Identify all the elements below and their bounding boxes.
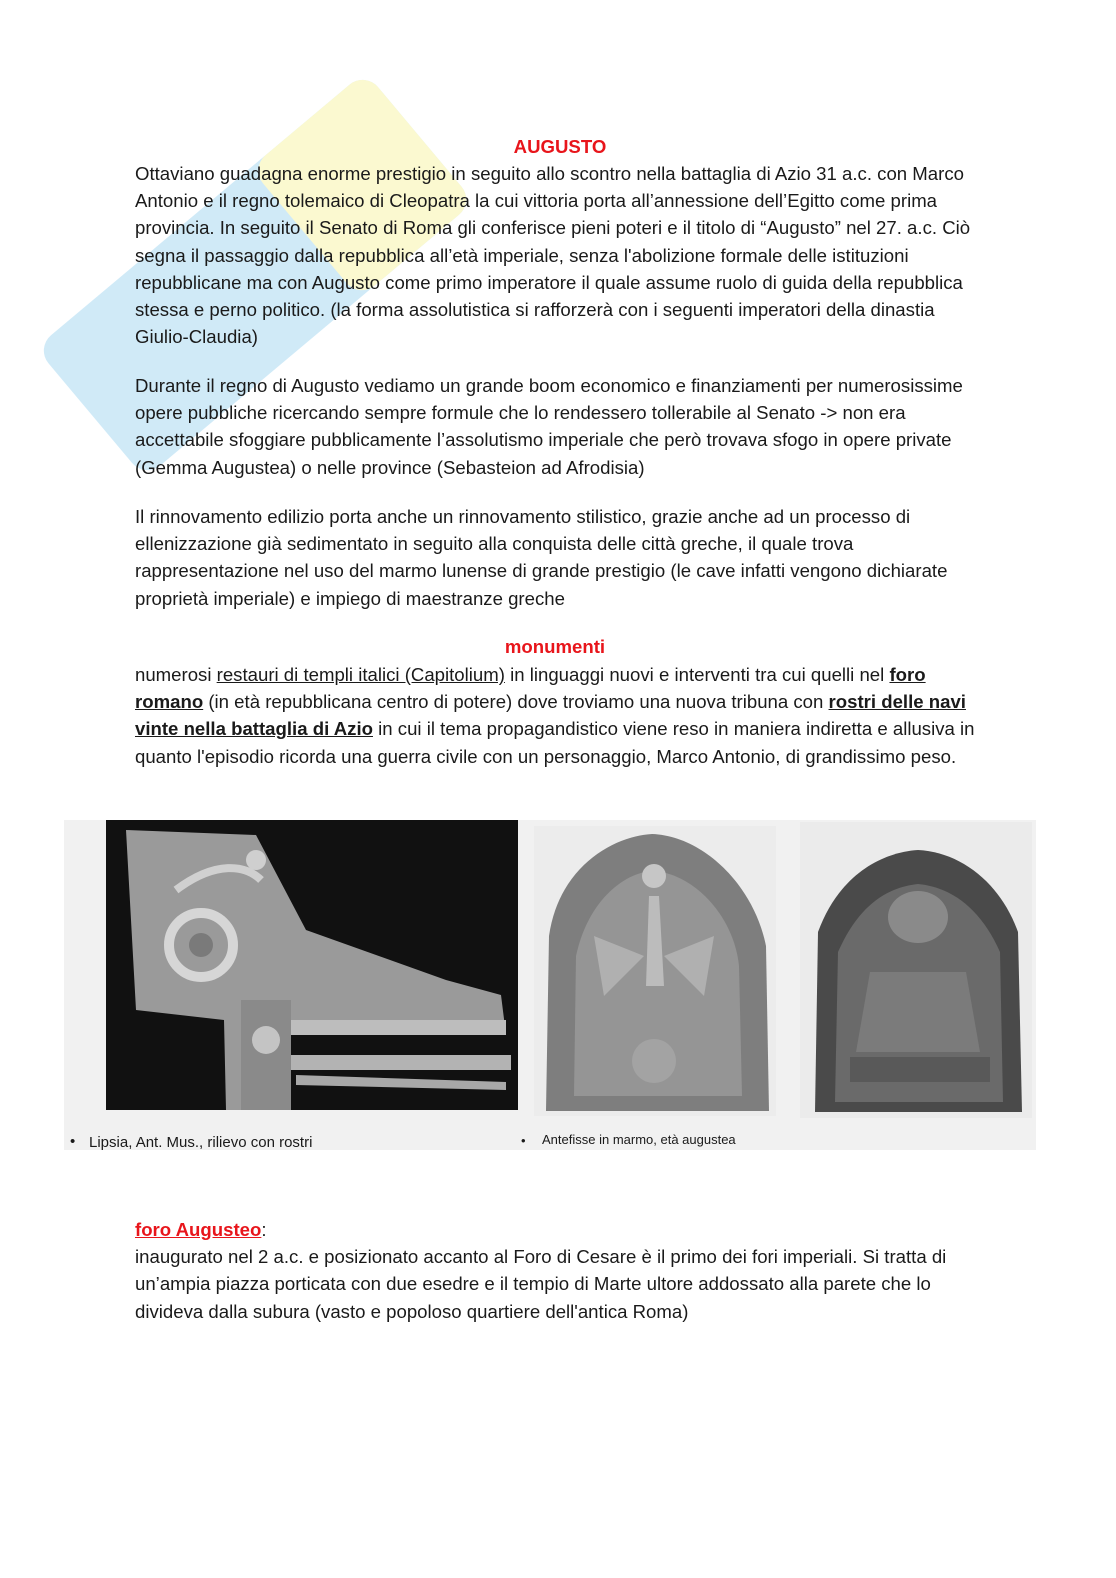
monumenti-text-3: (in età repubblicana centro di potere) dove troviamo una nuova tribuna con <box>203 691 829 713</box>
foro-augusteo-paragraph: inaugurato nel 2 a.c. e posizionato accanto al Foro di Cesare è il primo dei fori imperiali. Si tratta di un’ampia piazza porticata con due esedre e il tempio di Marte ultore addossato alla parete che lo divideva dalla subura (vasto e popoloso quartiere dell'antica Roma) <box>135 1246 947 1322</box>
foro-augusteo-title-line <box>135 1216 985 1243</box>
augusto-heading: AUGUSTO <box>513 136 607 157</box>
figures-block <box>64 820 1036 1160</box>
restauri-link[interactable]: restauri di templi italici (Capitolium) <box>216 664 505 685</box>
monumenti-text-4: in cui il tema propagandistico viene reso in maniera indiretta e allusiva in quanto l'episodio ricorda una guerra civile con un personaggio, Marco Antonio, di grandissimo peso. <box>135 718 975 767</box>
foro-augusteo-section <box>135 1216 985 1325</box>
rostri-link[interactable]: rostri delle navi vinte nella battaglia di Azio <box>135 691 966 740</box>
monumenti-text-2: in linguaggi nuovi e interventi tra cui quelli nel <box>504 664 890 685</box>
intro-paragraph: Ottaviano guadagna enorme prestigio in seguito allo scontro nella battaglia di Azio 31 a.c. con Marco Antonio e il regno tolemaico di Cleopatra la cui vittoria porta all’annessione dell’Egitto come prima provincia. In seguito il Senato di Roma gli conferisce pieni poteri e il titolo di “Augusto” nel 27. a.c. Ciò segna il passaggio dalla repubblica all’età imperiale, senza l'abolizione formale delle istituzioni repubblicane ma con Augusto come primo imperatore il quale assume ruolo di guida della repubblica stessa e perno politico. (la forma assolutistica si rafforzerà con i seguenti imperatori della dinastia Giulio-Claudia) <box>135 163 971 348</box>
monumenti-text-1: numerosi <box>135 664 217 685</box>
foro-romano-link[interactable]: foro romano <box>135 664 926 713</box>
caption-antefisse: Antefisse in marmo, età augustea <box>542 1132 736 1147</box>
foro-augusteo-colon: : <box>261 1219 267 1240</box>
monumenti-paragraph <box>135 661 985 770</box>
antefix-winged-image <box>534 826 776 1116</box>
renewal-paragraph: Il rinnovamento edilizio porta anche un rinnovamento stilistico, grazie anche ad un processo di ellenizzazione già sedimentato in seguito alla conquista delle città greche, il quale trova rappresentazione nel uso del marmo lunense di grande prestigio (le cave infatti vengono dichiarate proprietà imperiale) e impiego di maestranze greche <box>135 506 948 609</box>
monumenti-heading: monumenti <box>504 636 606 657</box>
economy-paragraph: Durante il regno di Augusto vediamo un grande boom economico e finanziamenti per numerosissime opere pubbliche ricercando sempre formule che lo rendessero tollerabile al Senato -> non era accettabile sfoggiare pubblicamente l’assolutismo imperiale che però trovava sfogo in opere private (Gemma Augustea) o nelle province (Sebasteion ad Afrodisia) <box>135 375 963 478</box>
foro-augusteo-link[interactable]: foro Augusteo <box>135 1219 262 1240</box>
caption-rostri-relief: Lipsia, Ant. Mus., rilievo con rostri <box>89 1134 313 1151</box>
caption-bullet-1: • <box>70 1133 76 1150</box>
caption-bullet-2: • <box>521 1133 526 1148</box>
antefix-figure-image <box>800 822 1032 1118</box>
rostri-relief-image <box>106 820 518 1110</box>
